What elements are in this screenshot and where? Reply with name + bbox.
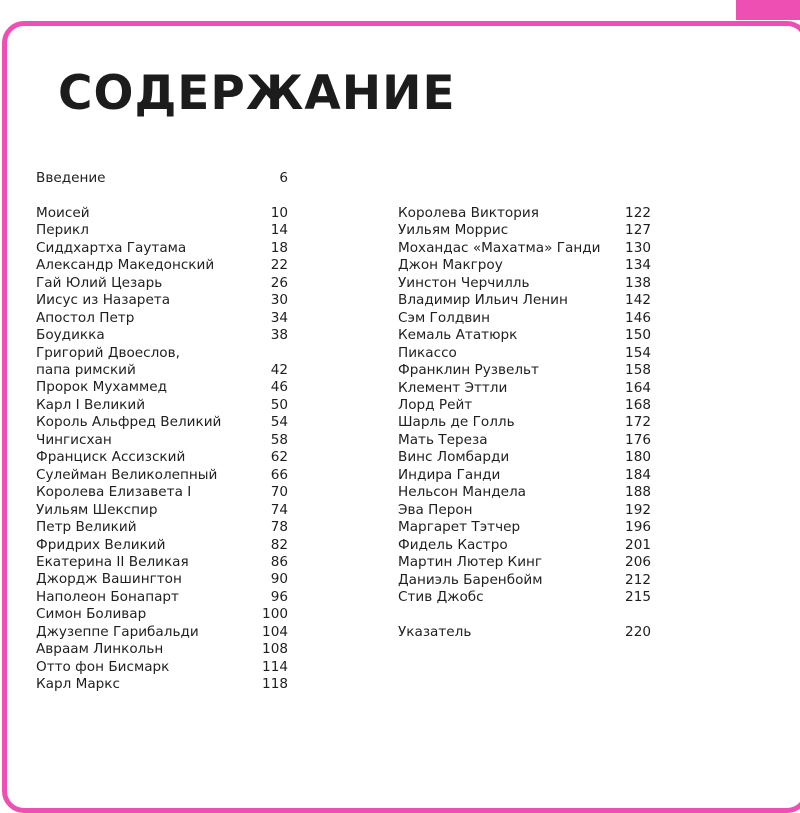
toc-entry[interactable] [36, 571, 288, 588]
toc-entry-page: 172 [625, 414, 651, 431]
toc-entry-page: 206 [625, 554, 651, 571]
toc-entry[interactable] [398, 554, 651, 571]
toc-entry[interactable] [36, 484, 288, 501]
toc-entry[interactable] [398, 327, 651, 344]
toc-entry-label: Гай Юлий Цезарь [36, 274, 163, 291]
toc-entry-label: Боудикка [36, 327, 105, 344]
toc-entry-label: Авраам Линкольн [36, 641, 164, 658]
toc-entry-label: Иисус из Назарета [36, 292, 171, 309]
toc-entry-page: 158 [625, 362, 651, 379]
toc-entry[interactable] [36, 467, 288, 484]
toc-entry[interactable] [36, 379, 288, 396]
toc-entry-label: Сулейман Великолепный [36, 466, 218, 483]
toc-entry[interactable] [398, 292, 651, 309]
toc-entry-label: Джордж Вашингтон [36, 571, 182, 588]
toc-entry-label: Нельсон Мандела [398, 484, 527, 501]
toc-entry[interactable] [398, 257, 651, 274]
toc-entry-label: Джон Макгроу [398, 257, 503, 274]
toc-entry-label: Уильям Моррис [398, 222, 509, 239]
toc-entry-page: 164 [625, 379, 651, 396]
toc-entry-label: Мартин Лютер Кинг [398, 554, 543, 571]
toc-entry-page: 22 [270, 257, 288, 274]
toc-entry-label: Королева Елизавета I [36, 484, 192, 501]
toc-entry-page: 220 [625, 623, 651, 640]
toc-entry-page: 82 [270, 536, 288, 553]
toc-entry[interactable] [398, 572, 651, 589]
toc-entry-page: 74 [270, 501, 288, 518]
toc-entry-label: Петр Великий [36, 519, 137, 536]
toc-entry-index[interactable] [398, 624, 651, 641]
toc-entry[interactable] [36, 502, 288, 519]
toc-entry[interactable] [398, 205, 651, 222]
toc-entry-label: Винс Ломбарди [398, 449, 510, 466]
toc-entry-page: 127 [625, 222, 651, 239]
toc-entry-page: 212 [625, 571, 651, 588]
toc-entry[interactable] [398, 275, 651, 292]
toc-entry[interactable] [398, 519, 651, 536]
toc-entry-label: Уинстон Черчилль [398, 274, 530, 291]
toc-entry[interactable] [36, 676, 288, 693]
toc-entry-label: Карл Маркс [36, 676, 120, 693]
toc-entry[interactable] [36, 432, 288, 449]
toc-entry-page: 34 [270, 309, 288, 326]
toc-entry-label: Екатерина II Великая [36, 553, 189, 570]
toc-entry-label: Маргарет Тэтчер [398, 519, 521, 536]
toc-entry[interactable] [36, 310, 288, 327]
toc-entry[interactable] [36, 537, 288, 554]
toc-entry[interactable] [398, 380, 651, 397]
toc-entry-label: Симон Боливар [36, 606, 147, 623]
toc-entry[interactable] [36, 240, 288, 257]
toc-entry-intro[interactable] [36, 170, 288, 187]
toc-entry-label: Стив Джобс [398, 588, 484, 605]
toc-entry[interactable] [36, 519, 288, 536]
toc-entry-page: 118 [262, 676, 288, 693]
toc-entry-label: Уильям Шекспир [36, 501, 158, 518]
toc-entry[interactable] [36, 345, 288, 380]
toc-list-right [398, 205, 651, 606]
toc-entry[interactable] [36, 606, 288, 623]
toc-entry-label: Апостол Петр [36, 309, 135, 326]
toc-entry-page: 176 [625, 431, 651, 448]
toc-entry-page: 184 [625, 466, 651, 483]
toc-entry-page: 14 [270, 222, 288, 239]
toc-entry-page: 18 [270, 239, 288, 256]
toc-entry[interactable] [36, 275, 288, 292]
toc-entry[interactable] [398, 345, 651, 362]
toc-entry-label: Владимир Ильич Ленин [398, 292, 568, 309]
toc-entry[interactable] [36, 222, 288, 239]
toc-entry-page: 100 [262, 606, 288, 623]
toc-entry[interactable] [36, 205, 288, 222]
toc-entry-page: 6 [279, 170, 288, 186]
toc-entry-label: Пикассо [398, 344, 457, 361]
toc-entry-page: 38 [270, 327, 288, 344]
toc-entry-page: 108 [262, 641, 288, 658]
toc-entry-page: 66 [270, 466, 288, 483]
toc-entry[interactable] [36, 641, 288, 658]
toc-entry[interactable] [36, 292, 288, 309]
toc-entry-label: Индира Ганди [398, 466, 501, 483]
toc-entry-page: 90 [270, 571, 288, 588]
toc-entry[interactable] [398, 467, 651, 484]
toc-entry[interactable] [36, 397, 288, 414]
toc-entry-page: 138 [625, 274, 651, 291]
toc-spacer [398, 606, 651, 623]
toc-entry[interactable] [398, 484, 651, 501]
toc-entry-label: Королева Виктория [398, 205, 539, 221]
toc-entry-page: 42 [270, 361, 288, 378]
toc-entry-label: Перикл [36, 222, 89, 239]
toc-entry-page: 104 [262, 623, 288, 640]
toc-entry[interactable] [398, 397, 651, 414]
toc-entry-page: 150 [625, 327, 651, 344]
toc-entry-label: Наполеон Бонапарт [36, 588, 179, 605]
toc-entry-page: 96 [270, 588, 288, 605]
toc-entry[interactable] [398, 222, 651, 239]
toc-entry-label: Кемаль Ататюрк [398, 327, 518, 344]
toc-entry-label: Григорий Двоеслов, папа римский [36, 344, 180, 378]
toc-entry[interactable] [398, 310, 651, 327]
toc-entry[interactable] [398, 432, 651, 449]
toc-entry-label: Моисей [36, 204, 90, 221]
toc-entry-page: 114 [262, 658, 288, 675]
toc-entry-label: Введение [36, 170, 106, 186]
toc-entry-label: Король Альфред Великий [36, 414, 222, 431]
toc-entry-page: 58 [270, 431, 288, 448]
toc-entry-page: 46 [270, 379, 288, 396]
toc-entry-label: Фидель Кастро [398, 536, 508, 553]
toc-entry[interactable] [398, 362, 651, 379]
toc-entry-page: 54 [270, 414, 288, 431]
toc-entry[interactable] [398, 589, 651, 606]
toc-entry-label: Лорд Рейт [398, 396, 473, 413]
toc-column-left [36, 170, 288, 694]
toc-entry-label: Клемент Эттли [398, 379, 508, 396]
toc-entry[interactable] [36, 659, 288, 676]
toc-entry-page: 86 [270, 553, 288, 570]
toc-entry-label: Сиддхартха Гаутама [36, 239, 187, 256]
toc-entry[interactable] [36, 554, 288, 571]
toc-entry-label: Фридрих Великий [36, 536, 166, 553]
toc-entry-label: Указатель [398, 623, 472, 640]
toc-entry-page: 30 [270, 292, 288, 309]
toc-entry-label: Отто фон Бисмарк [36, 658, 170, 675]
toc-entry-label: Мохандас «Махатма» Ганди [398, 239, 601, 256]
toc-entry[interactable] [398, 449, 651, 466]
toc-entry-label: Шарль де Голль [398, 414, 515, 431]
toc-entry-label: Эва Перон [398, 501, 473, 518]
toc-entry-page: 122 [625, 205, 651, 221]
toc-entry[interactable] [36, 257, 288, 274]
page-title: СОДЕРЖАНИЕ [58, 66, 456, 121]
toc-entry-page: 146 [625, 309, 651, 326]
corner-accent-tab [736, 0, 800, 20]
toc-entry-label: Карл I Великий [36, 396, 146, 413]
toc-entry-page: 134 [625, 257, 651, 274]
toc-column-right [398, 205, 651, 641]
toc-entry-page: 201 [625, 536, 651, 553]
toc-entry-page: 215 [625, 588, 651, 605]
toc-entry[interactable] [398, 537, 651, 554]
toc-entry-page: 192 [625, 501, 651, 518]
toc-entry-page: 10 [270, 204, 288, 221]
toc-entry[interactable] [398, 240, 651, 257]
toc-entry-label: Франциск Ассизский [36, 449, 186, 466]
toc-spacer [36, 187, 288, 204]
toc-entry-label: Мать Тереза [398, 431, 488, 448]
toc-entry-page: 168 [625, 396, 651, 413]
toc-entry-label: Даниэль Баренбойм [398, 571, 543, 588]
toc-list-left [36, 205, 288, 694]
toc-entry-page: 188 [625, 484, 651, 501]
toc-entry[interactable] [398, 502, 651, 519]
toc-entry-label: Чингисхан [36, 431, 112, 448]
toc-entry-page: 62 [270, 449, 288, 466]
toc-entry-label: Пророк Мухаммед [36, 379, 168, 396]
toc-entry-page: 50 [270, 396, 288, 413]
toc-entry-label: Александр Македонский [36, 257, 215, 274]
toc-entry-label: Сэм Голдвин [398, 309, 490, 326]
toc-entry-page: 196 [625, 519, 651, 536]
toc-entry[interactable] [36, 327, 288, 344]
toc-entry[interactable] [36, 589, 288, 606]
toc-entry[interactable] [36, 414, 288, 431]
toc-entry[interactable] [36, 624, 288, 641]
toc-entry-page: 180 [625, 449, 651, 466]
toc-entry[interactable] [36, 449, 288, 466]
toc-entry-page: 130 [625, 239, 651, 256]
toc-entry-page: 70 [270, 484, 288, 501]
toc-entry-page: 154 [625, 344, 651, 361]
toc-entry-page: 78 [270, 519, 288, 536]
toc-entry-label: Франклин Рузвельт [398, 362, 539, 379]
toc-entry-page: 142 [625, 292, 651, 309]
toc-entry-page: 26 [270, 274, 288, 291]
toc-entry[interactable] [398, 414, 651, 431]
toc-entry-label: Джузеппе Гарибальди [36, 623, 199, 640]
